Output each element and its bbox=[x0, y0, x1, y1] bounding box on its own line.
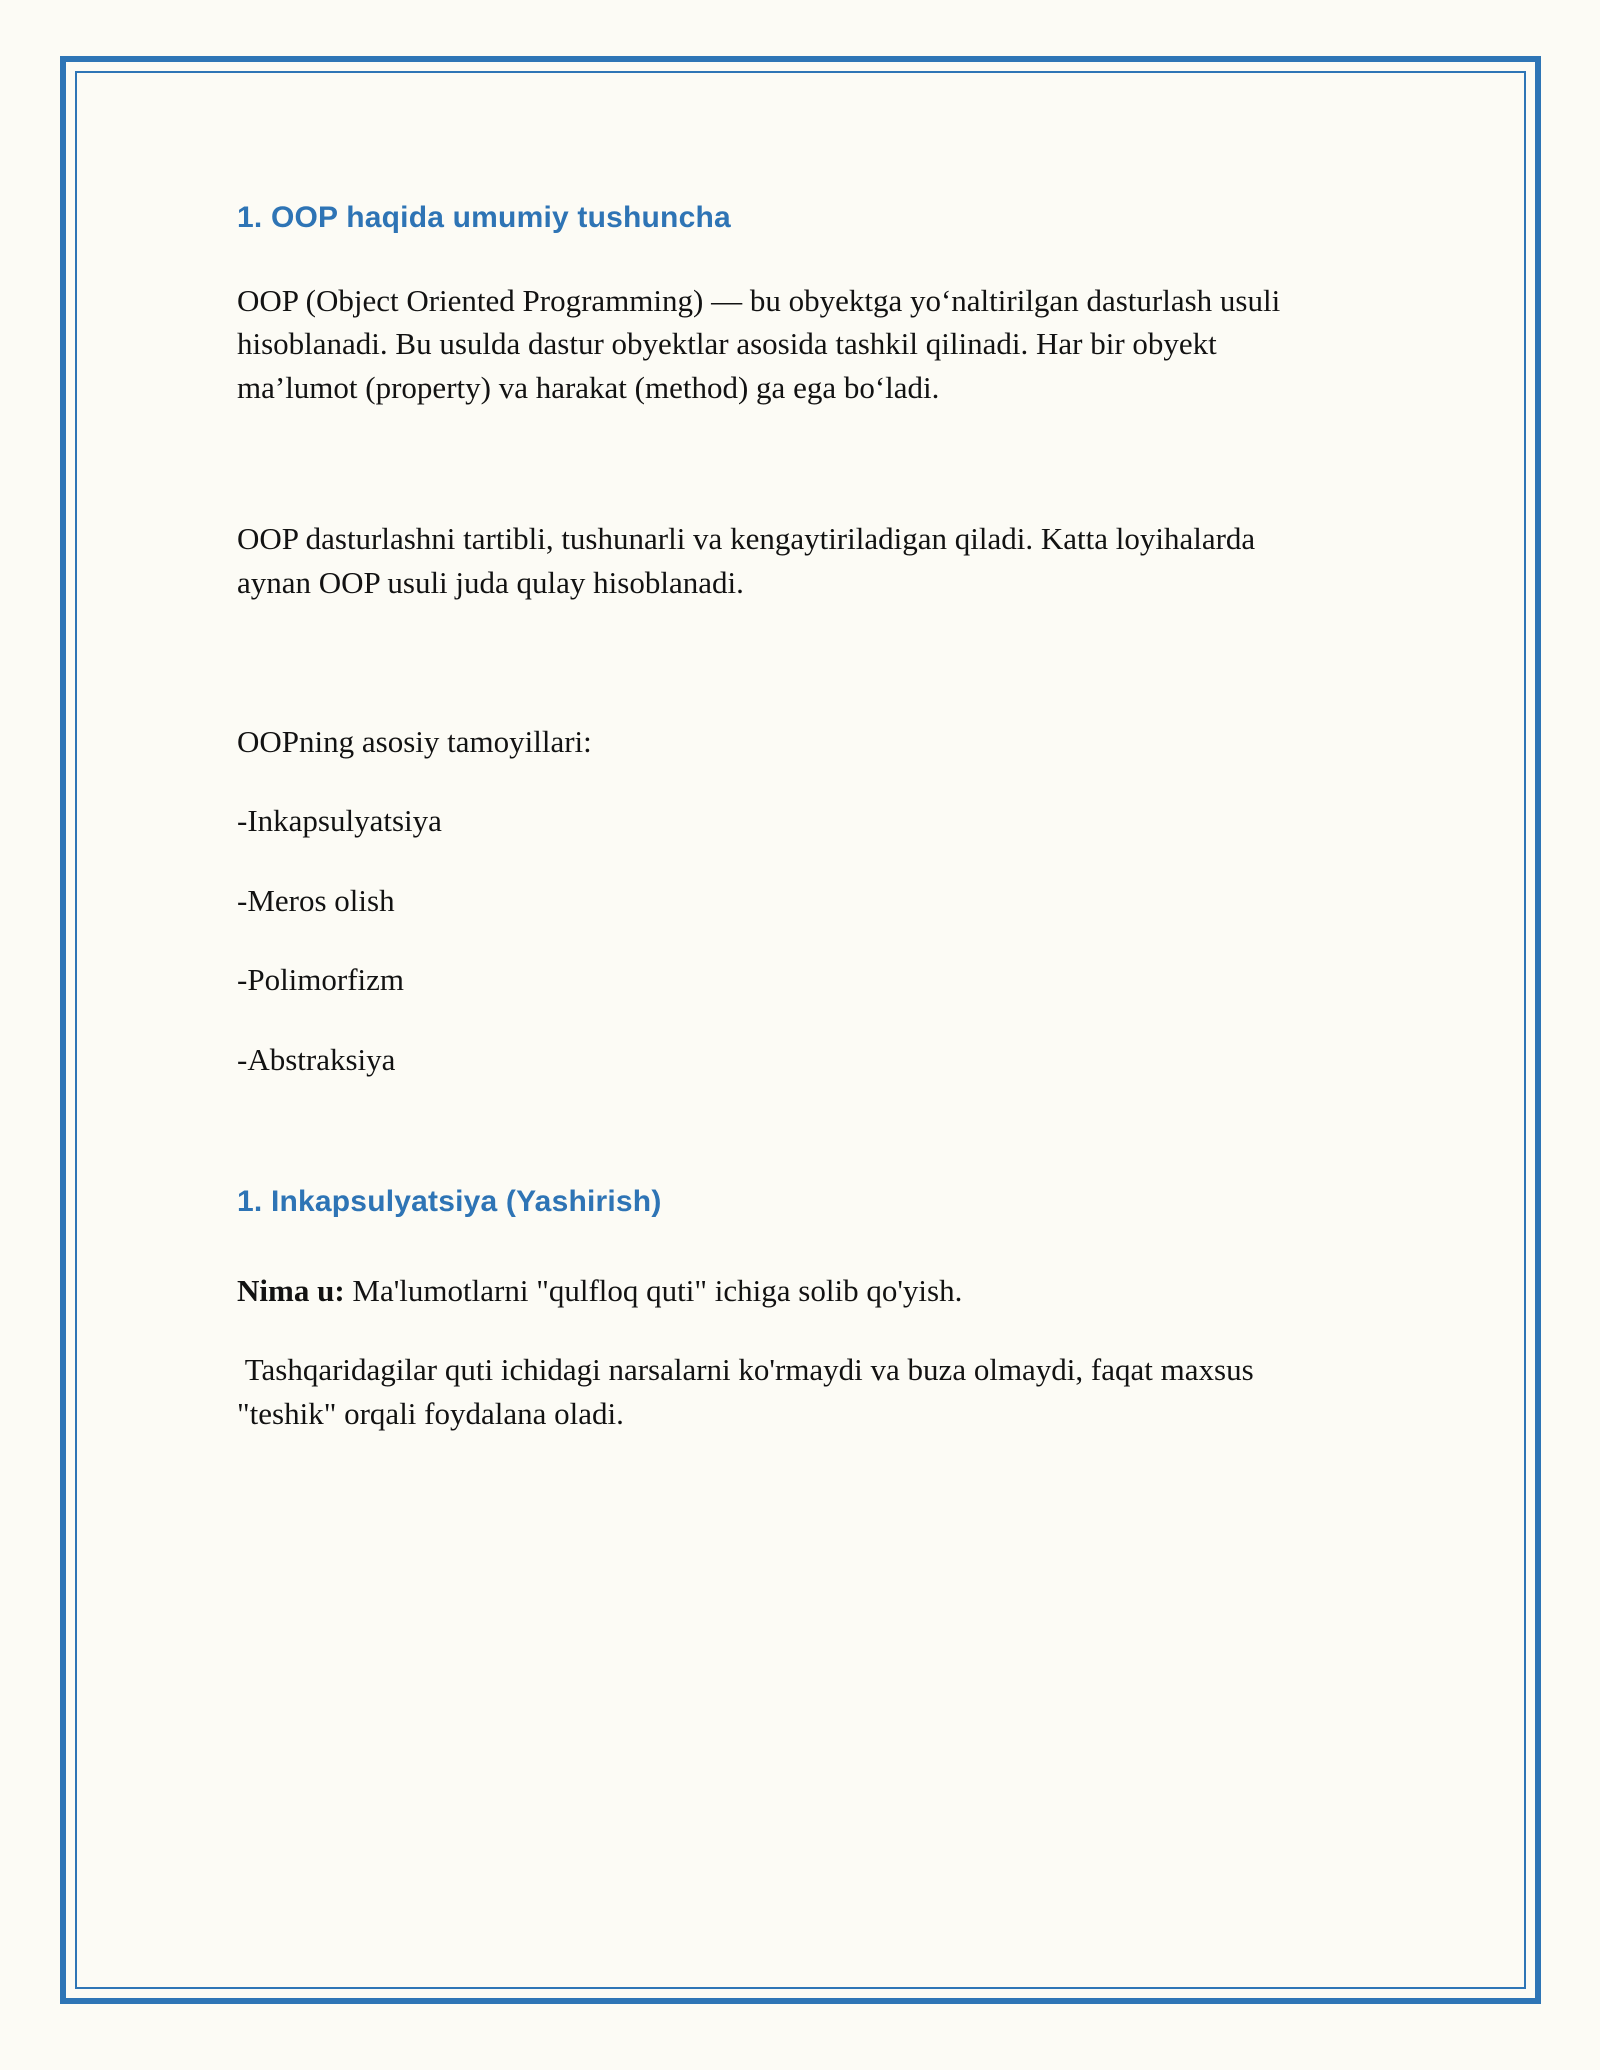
section-heading-encapsulation: 1. Inkapsulyatsiya (Yashirish) bbox=[237, 1184, 662, 1218]
paragraph-principles-intro: OOPning asosiy tamoyillari: bbox=[237, 723, 592, 759]
text-encapsulation-definition: Ma'lumotlarni "qulfloq quti" ichiga solib qo'yish. bbox=[344, 1272, 963, 1308]
list-item-abstraction: -Abstraksiya bbox=[237, 1041, 396, 1077]
paragraph-oop-definition: OOP (Object Oriented Programming) — bu obyektga yo‘naltirilgan dasturlash usuli hisoblanadi. Bu usulda dastur obyektlar asosida tashkil qilinadi. Har bir obyekt ma’lumot (property) va harakat (method) ga ega bo‘ladi. bbox=[237, 283, 1281, 405]
list-item-encapsulation: -Inkapsulyatsiya bbox=[237, 803, 442, 839]
paragraph-encapsulation-what bbox=[237, 1269, 1312, 1312]
paragraph-oop-benefits: OOP dasturlashni tartibli, tushunarli va kengaytiriladigan qiladi. Katta loyihalarda aynan OOP usuli juda qulay hisoblanadi. bbox=[237, 521, 1256, 600]
label-nima-u: Nima u: bbox=[237, 1272, 345, 1308]
document-content bbox=[77, 73, 1524, 1987]
list-item-polymorphism: -Polimorfizm bbox=[237, 962, 405, 998]
page-border-inner bbox=[75, 71, 1526, 1989]
paragraph-encapsulation-detail: Tashqaridagilar quti ichidagi narsalarni ko'rmaydi va buza olmaydi, faqat maxsus "teshik" orqali foydalana oladi. bbox=[237, 1352, 1262, 1431]
list-item-inheritance: -Meros olish bbox=[237, 882, 395, 918]
page-border-outer bbox=[60, 56, 1541, 2004]
section-heading-oop-overview: 1. OOP haqida umumiy tushuncha bbox=[237, 201, 731, 234]
